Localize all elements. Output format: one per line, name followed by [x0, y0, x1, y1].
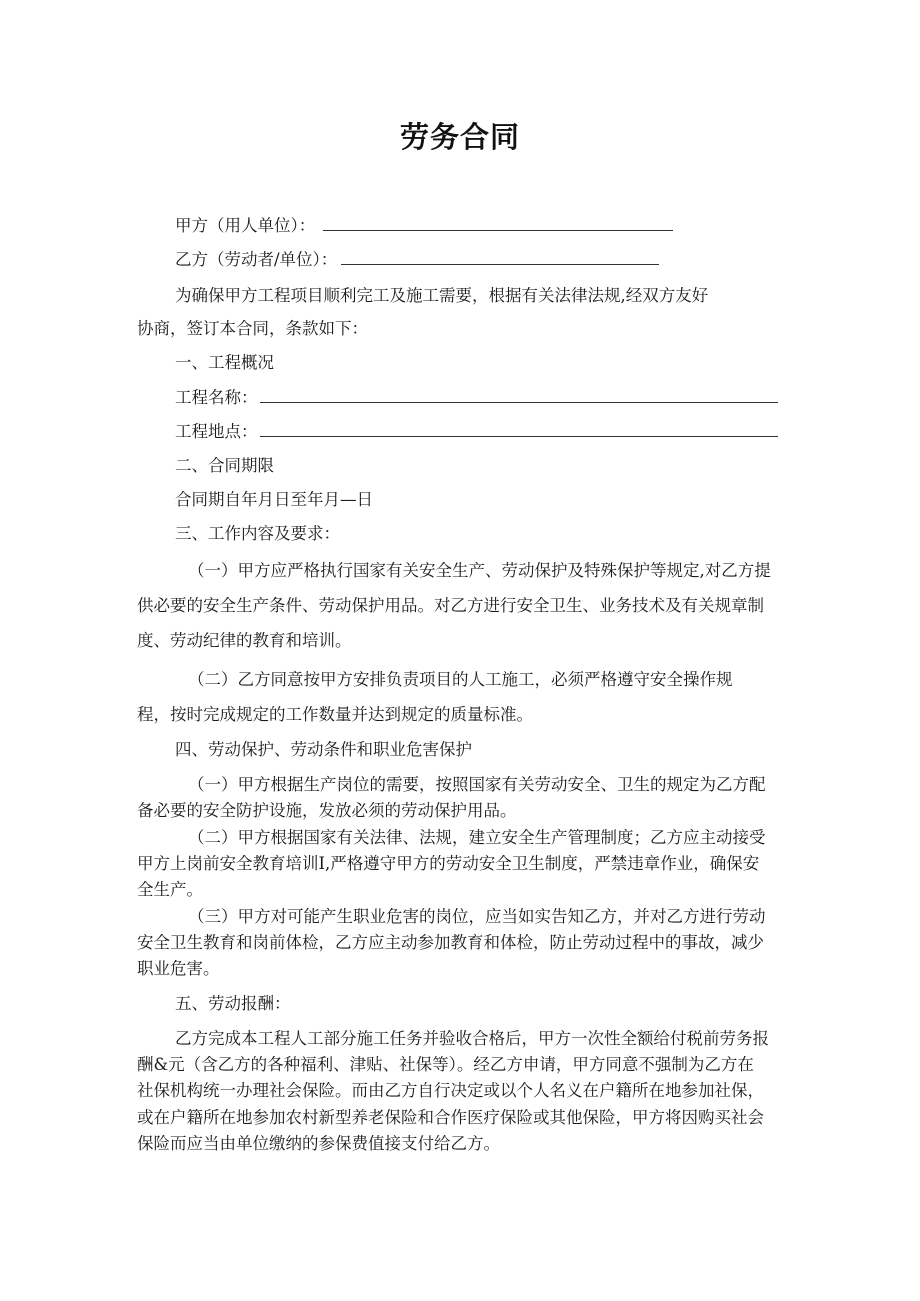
- section-5-heading: 五、劳动报酬：: [175, 994, 291, 1013]
- party-b-blank: [341, 250, 659, 265]
- project-site-line: [175, 421, 778, 443]
- party-b-label: 乙方（劳动者/单位）：: [175, 250, 338, 269]
- section-5-para-line-3: 社保机构统一办理社会保险。而由乙方自行决定或以个人名义在户籍所在地参加社保，: [137, 1081, 764, 1100]
- project-site-blank: [260, 422, 778, 437]
- section-4-item-3-line-3: 职业危害。: [137, 959, 220, 978]
- project-name-line: [175, 387, 778, 409]
- section-5-para-line-5: 保险而应当由单位缴纳的参保费值接支付给乙方。: [137, 1134, 500, 1153]
- party-a-blank: [323, 216, 673, 231]
- party-a-line: [175, 215, 673, 237]
- section-4-item-2-line-1: （二）甲方根据国家有关法律、法规，建立安全生产管理制度；乙方应主动接受: [188, 828, 766, 847]
- party-a-label: 甲方（用人单位）：: [175, 216, 316, 235]
- section-3-heading: 三、工作内容及要求：: [175, 524, 340, 543]
- section-4-item-1-line-1: （一）甲方根据生产岗位的需要，按照国家有关劳动安全、卫生的规定为乙方配: [188, 775, 766, 794]
- project-name-label: 工程名称：: [175, 388, 258, 407]
- section-3-item-1-line-1: （一）甲方应严格执行国家有关安全生产、劳动保护及特殊保护等规定,对乙方提: [188, 561, 771, 580]
- contract-term-text: 合同期自年月日至年月—日: [175, 490, 373, 509]
- party-b-line: [175, 249, 659, 271]
- section-4-item-3-line-2: 安全卫生教育和岗前体检，乙方应主动参加教育和体检，防止劳动过程中的事故，减少: [137, 933, 764, 952]
- project-site-label: 工程地点：: [175, 422, 258, 441]
- section-4-item-3-line-1: （三）甲方对可能产生职业危害的岗位，应当如实告知乙方，并对乙方进行劳动: [188, 907, 766, 926]
- section-4-item-1-line-2: 备必要的安全防护设施，发放必须的劳动保护用品。: [137, 801, 517, 820]
- document-title: 劳务合同: [399, 120, 520, 154]
- section-4-item-2-line-3: 全生产。: [137, 880, 203, 899]
- section-3-item-1-line-3: 度、劳动纪律的教育和培训。: [137, 631, 352, 650]
- section-5-para-line-2: 酬&元（含乙方的各种福利、津贴、社保等）。经乙方申请，甲方同意不强制为乙方在: [137, 1055, 754, 1074]
- section-4-heading: 四、劳动保护、劳动条件和职业危害保护: [175, 740, 472, 759]
- section-1-heading: 一、工程概况: [175, 353, 274, 372]
- preamble-line-2: 协商，签订本合同，条款如下：: [137, 319, 368, 338]
- section-5-para-line-1: 乙方完成本工程人工部分施工任务并验收合格后，甲方一次性全额给付税前劳务报: [175, 1029, 769, 1048]
- section-4-item-2-line-2: 甲方上岗前安全教育培训I,严格遵守甲方的劳动安全卫生制度，严禁违章作业，确保安: [137, 854, 760, 873]
- section-3-item-2-line-2: 程，按时完成规定的工作数量并达到规定的质量标准。: [137, 705, 533, 724]
- section-3-item-1-line-2: 供必要的安全生产条件、劳动保护用品。对乙方进行安全卫生、业务技术及有关规章制: [137, 596, 764, 615]
- project-name-blank: [260, 388, 778, 403]
- section-2-heading: 二、合同期限: [175, 456, 274, 475]
- preamble-line-1: 为确保甲方工程项目顺利完工及施工需要，根据有关法律法规,经双方友好: [175, 286, 709, 305]
- section-5-para-line-4: 或在户籍所在地参加农村新型养老保险和合作医疗保险或其他保险，甲方将因购买社会: [137, 1108, 764, 1127]
- section-3-item-2-line-1: （二）乙方同意按甲方安排负责项目的人工施工，必须严格遵守安全操作规: [188, 670, 733, 689]
